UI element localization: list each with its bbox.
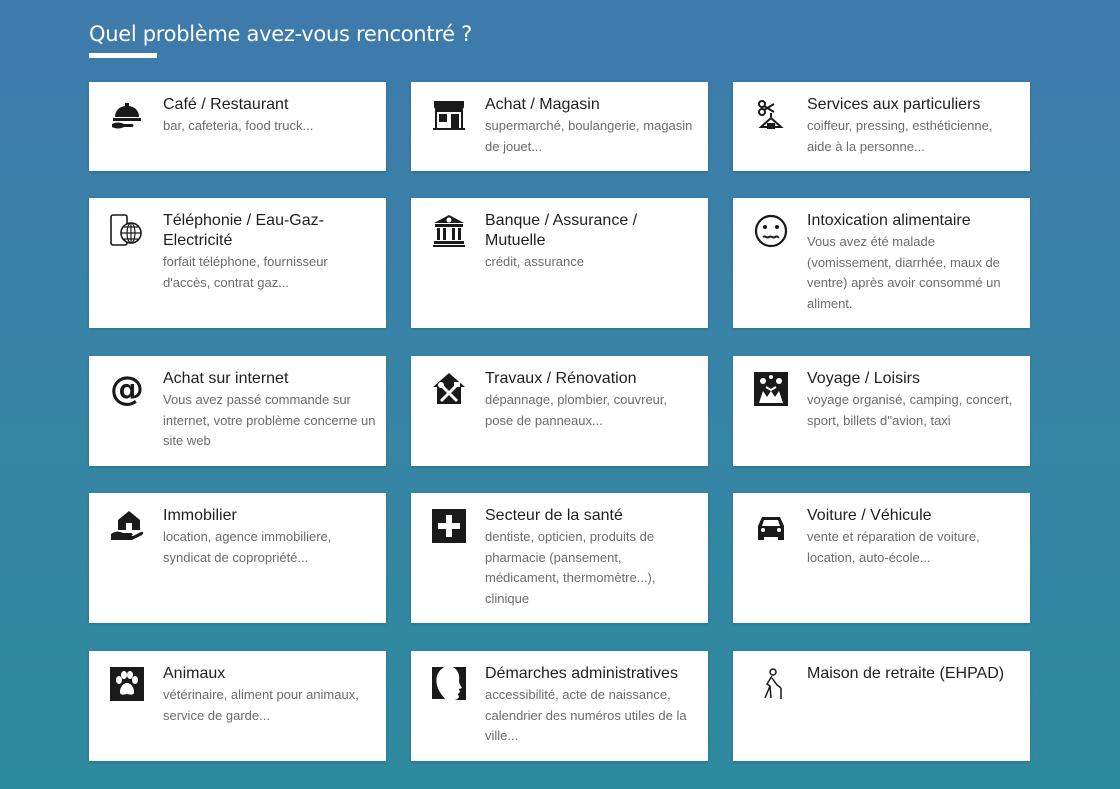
category-card-cafe-restaurant[interactable]	[89, 82, 386, 171]
house-tools-icon	[430, 370, 468, 408]
cloche-icon	[108, 96, 146, 134]
category-label: Téléphonie / Eau-Gaz-Electricité	[163, 212, 324, 249]
category-label: Achat sur internet	[163, 370, 289, 387]
category-label: Voyage / Loisirs	[807, 370, 920, 387]
category-card-telephonie[interactable]	[89, 198, 386, 328]
category-card-travaux[interactable]	[411, 356, 708, 466]
category-description: crédit, assurance	[485, 254, 584, 269]
category-card-sante[interactable]	[411, 493, 708, 623]
bank-icon	[430, 212, 468, 250]
category-label: Travaux / Rénovation	[485, 370, 637, 387]
category-description: dentiste, opticien, produits de pharmacie (pansement, médicament, thermomètre...), clinique	[485, 529, 656, 606]
category-card-voiture[interactable]	[733, 493, 1030, 623]
category-card-banque[interactable]	[411, 198, 708, 328]
category-label: Achat / Magasin	[485, 96, 600, 113]
phone-globe-icon	[108, 212, 146, 250]
category-label: Banque / Assurance / Mutuelle	[485, 212, 638, 249]
category-label: Maison de retraite (EHPAD)	[807, 665, 1005, 682]
shop-icon	[430, 96, 468, 134]
category-description: dépannage, plombier, couvreur, pose de panneaux...	[485, 392, 668, 428]
medical-cross-icon	[430, 507, 468, 545]
category-description: location, agence immobiliere, syndicat de copropriété...	[163, 529, 332, 565]
category-description: forfait téléphone, fournisseur d'accès, contrat gaz...	[163, 254, 328, 290]
category-description: bar, cafeteria, food truck...	[163, 118, 314, 133]
category-description: accessibilité, acte de naissance, calendrier des numéros utiles de la ville...	[485, 687, 687, 743]
category-card-achat-magasin[interactable]	[411, 82, 708, 171]
scissors-hanger-icon	[752, 96, 790, 134]
category-description: Vous avez été malade (vomissement, diarrhée, maux de ventre) après avoir consommé un aliment.	[807, 234, 1001, 311]
sick-face-icon	[752, 212, 790, 250]
category-card-services-particuliers[interactable]	[733, 82, 1030, 171]
paw-icon	[108, 665, 146, 703]
category-card-voyage[interactable]	[733, 356, 1030, 466]
leisure-icon	[752, 370, 790, 408]
at-sign-icon: @	[110, 369, 144, 409]
elderly-person-icon	[752, 665, 790, 703]
marianne-icon	[430, 665, 468, 703]
category-card-immobilier[interactable]	[89, 493, 386, 623]
category-label: Immobilier	[163, 507, 237, 524]
category-card-animaux[interactable]	[89, 651, 386, 761]
category-description: coiffeur, pressing, esthéticienne, aide à la personne...	[807, 118, 993, 154]
category-label: Intoxication alimentaire	[807, 212, 971, 229]
category-label: Démarches administratives	[485, 665, 678, 682]
category-description: voyage organisé, camping, concert, sport, billets d''avion, taxi	[807, 392, 1013, 428]
page-title: Quel problème avez-vous rencontré ?	[89, 22, 472, 46]
house-hand-icon	[108, 507, 146, 545]
category-card-demarches[interactable]	[411, 651, 708, 761]
category-card-ehpad[interactable]	[733, 651, 1030, 761]
category-description: vétérinaire, aliment pour animaux, service de garde...	[163, 687, 359, 723]
category-label: Services aux particuliers	[807, 96, 981, 113]
category-label: Secteur de la santé	[485, 507, 623, 524]
category-card-achat-internet[interactable]	[89, 356, 386, 466]
category-description: supermarché, boulangerie, magasin de jouet...	[485, 118, 693, 154]
car-icon	[752, 507, 790, 545]
category-card-intoxication[interactable]	[733, 198, 1030, 328]
category-label: Animaux	[163, 665, 226, 682]
category-description: vente et réparation de voiture, location, auto-école...	[807, 529, 980, 565]
category-label: Café / Restaurant	[163, 96, 289, 113]
category-description: Vous avez passé commande sur internet, votre problème concerne un site web	[163, 392, 376, 448]
category-label: Voiture / Véhicule	[807, 507, 932, 524]
